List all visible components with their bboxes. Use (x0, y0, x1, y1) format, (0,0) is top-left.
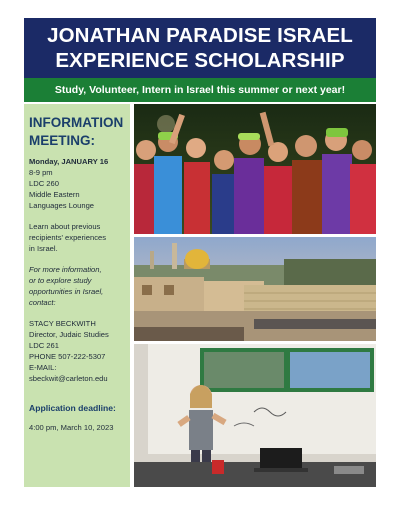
meeting-time: 8-9 pm (29, 168, 53, 177)
deadline-label: Application deadline: (29, 402, 116, 413)
learn-text-3: in Israel. (29, 244, 58, 253)
learn-text-1: Learn about previous (29, 222, 101, 231)
info-meeting-heading (29, 114, 130, 150)
contact-phone: PHONE 507-222-5307 (29, 352, 106, 361)
title-line-2: EXPERIENCE SCHOLARSHIP (55, 49, 345, 72)
contact-email: sbeckwit@carleton.edu (29, 374, 108, 383)
contact-title: Director, Judaic Studies (29, 330, 109, 339)
contact-email-label: E-MAIL: (29, 363, 57, 372)
contact-office: LDC 261 (29, 341, 59, 350)
jerusalem-photo (134, 237, 376, 341)
info-text-1: For more information, (29, 265, 102, 274)
title-line-1: JONATHAN PARADISE ISRAEL (47, 24, 353, 47)
title-banner (24, 18, 376, 78)
presentation-photo (134, 344, 376, 487)
deadline-value: 4:00 pm, March 10, 2023 (29, 423, 114, 433)
meeting-date: Monday, JANUARY 16 (29, 157, 109, 166)
group-photo (134, 104, 376, 234)
info-text-4: contact: (29, 298, 56, 307)
meeting-place-2: Languages Lounge (29, 201, 95, 210)
info-text-2: or to explore study (29, 276, 92, 285)
subtitle-banner: Study, Volunteer, Intern in Israel this summer or next year! (24, 78, 376, 102)
meeting-place-1: Middle Eastern (29, 190, 80, 199)
info-sidebar (24, 104, 130, 487)
heading-line-1: INFORMATION (29, 115, 124, 130)
heading-line-2: MEETING: (29, 133, 95, 148)
meeting-room: LDC 260 (29, 179, 59, 188)
contact-name: STACY BECKWITH (29, 319, 96, 328)
learn-text-2: recipients' experiences (29, 233, 107, 242)
info-text-3: opportunities in Israel, (29, 287, 104, 296)
